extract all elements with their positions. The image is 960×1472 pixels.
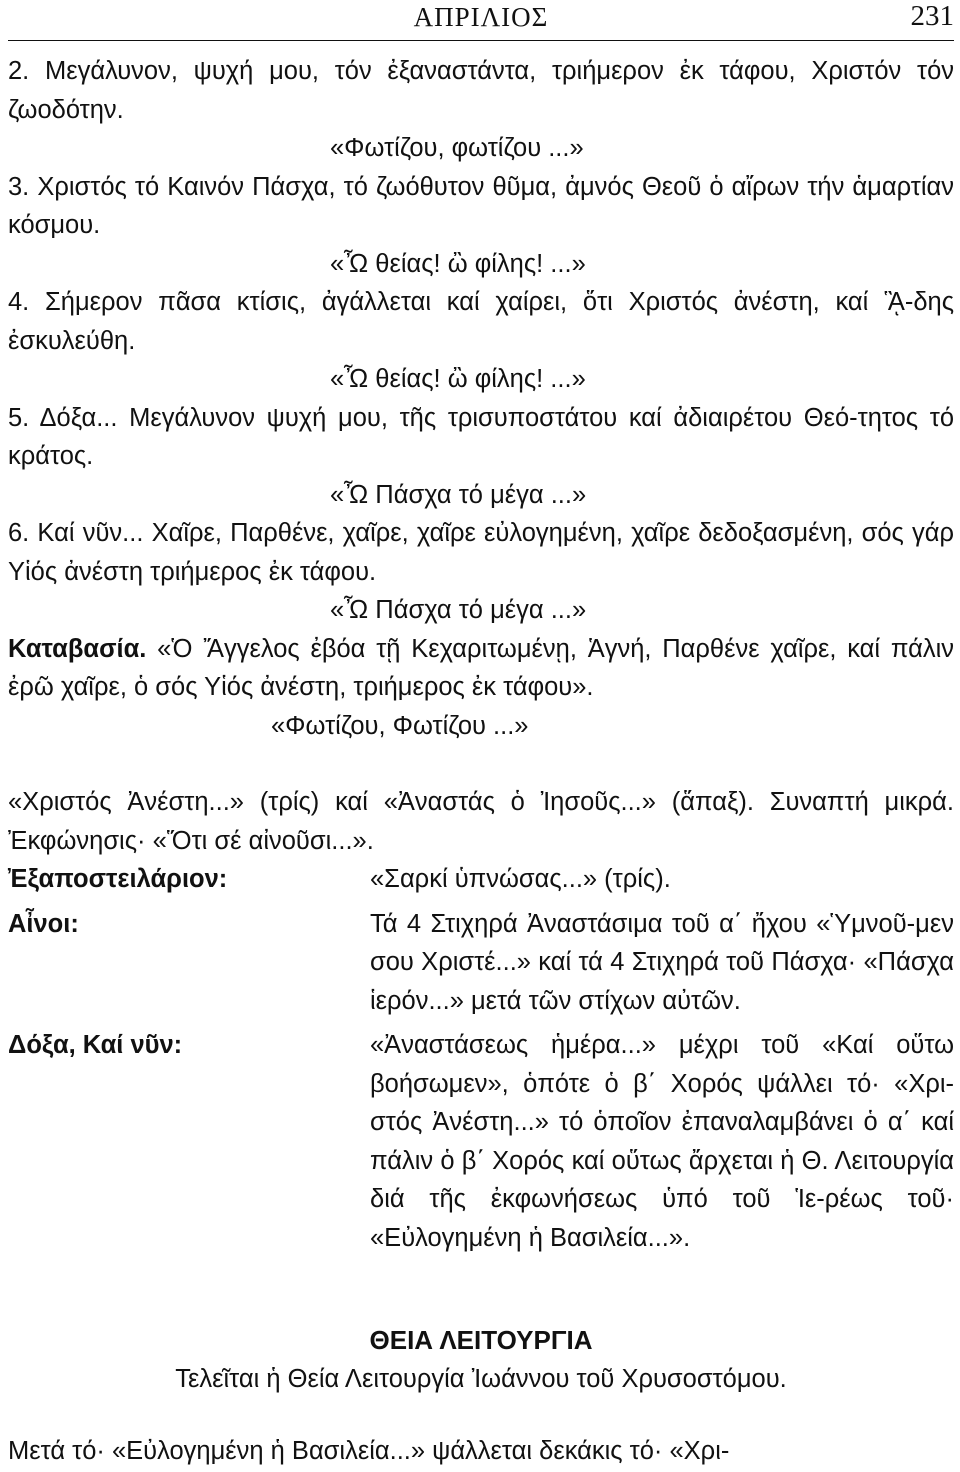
ode-verse-3: 3. Χριστός τό Καινόν Πάσχα, τό ζωόθυτον θῦμα, ἀμνός Θεοῦ ὁ αἴρων τήν ἁμαρτίαν κόσμου. — [8, 172, 954, 239]
refrain: «Ὦ Πάσχα τό μέγα ...» — [330, 480, 587, 509]
refrain: «Φωτίζου, Φωτίζου ...» — [271, 711, 529, 740]
ode-verse-5: 5. Δόξα... Μεγάλυνον ψυχή μου, τῆς τρισυποστάτου καί ἀδιαιρέτου Θεό-τητος τό κράτος. — [8, 403, 954, 470]
schedule-label: Αἶνοι: — [8, 909, 79, 938]
refrain: «Ὦ Πάσχα τό μέγα ...» — [330, 596, 587, 624]
schedule-row-exaposteilarion — [8, 860, 954, 899]
schedule-value: «Ἀναστάσεως ἡμέρα...» μέχρι τοῦ «Καί οὕτω βοήσωμεν», ὁπότε ὁ β΄ Χορός ψάλλει τό· «Χρι-στός Ἀνέστη...» τό ὁποῖον ἐπαναλαμβάνει ὁ α΄ καί πάλιν ὁ β΄ Χορός καί οὕτως ἄρχεται ἡ Θ. Λειτουργία διά τῆς ἐκφωνήσεως ὑπό τοῦ Ἱε-ρέως τοῦ· «Εὐλογημένη ἡ Βασιλεία...». — [370, 1031, 954, 1252]
katavasia — [8, 630, 954, 707]
schedule-label: Δόξα, Καί νῦν: — [8, 1031, 183, 1059]
ode-verse-6: 6. Καί νῦν... Χαῖρε, Παρθένε, χαῖρε, χαῖρε εὐλογημένη, χαῖρε δεδοξασμένη, σός γάρ Υἱός ἀνέστη τριήμερος ἐκ τάφου. — [8, 519, 954, 586]
running-head: ΑΠΡΙΛΙΟΣ — [413, 2, 549, 32]
section-title: ΘΕΙΑ ΛΕΙΤΟΥΡΓΙΑ — [369, 1325, 593, 1355]
refrain: «Φωτίζου, φωτίζου ...» — [330, 134, 584, 162]
schedule-row-ainoi — [8, 905, 954, 1021]
schedule-row-doxa-kai-nyn — [8, 1026, 954, 1257]
refrain: «Ὦ θείας! ὢ φίλης! ...» — [330, 249, 586, 278]
ode-verse-4: 4. Σήμερον πᾶσα κτίσις, ἀγάλλεται καί χαίρει, ὅτι Χριστός ἀνέστη, καί ᾋ-δης ἐσκυλεύθη. — [8, 288, 954, 355]
section-subtitle: Τελεῖται ἡ Θεία Λειτουργία Ἰωάννου τοῦ Χρυσοστόμου. — [175, 1364, 787, 1393]
header-rule — [8, 40, 954, 41]
schedule-value: «Σαρκί ὑπνώσας...» (τρίς). — [370, 865, 671, 893]
katavasia-label: Καταβασία. — [8, 634, 147, 663]
body-text — [8, 52, 954, 1471]
schedule-value: Τά 4 Στιχηρά Ἀναστάσιμα τοῦ α΄ ἤχου «Ὑμνοῦ-μεν σου Χριστέ...» καί τά 4 Στιχηρά τοῦ Πάσχα· «Πάσχα ἱερόν...» μετά τῶν στίχων αὐτῶν. — [370, 909, 954, 1015]
refrain: «Ὦ θείας! ὢ φίλης! ...» — [330, 365, 586, 393]
katavasia-text: «Ὁ Ἄγγελος ἐβόα τῇ Κεχαριτωμένῃ, Ἁγνή, Παρθένε χαῖρε, καί πάλιν ἐρῶ χαῖρε, ὁ σός Υἱός ἀνέστη, τριήμερος ἐκ τάφου». — [8, 634, 954, 701]
christos-anesti-paragraph: «Χριστός Ἀνέστη...» (τρίς) καί «Ἀναστάς ὁ Ἰησοῦς...» (ἅπαξ). Συναπτή μικρά. Ἐκφώνησις· «Ὅτι σέ αἰνοῦσι...». — [8, 788, 954, 855]
ode-verse-2: 2. Μεγάλυνον, ψυχή μου, τόν ἐξαναστάντα, τριήμερον ἐκ τάφου, Χριστόν τόν ζωοδότην. — [8, 57, 954, 124]
schedule-label: Ἐξαποστειλάριον: — [8, 865, 228, 893]
liturgy-paragraph: Μετά τό· «Εὐλογημένη ἡ Βασιλεία...» ψάλλεται δεκάκις τό· «Χρι- — [8, 1437, 730, 1465]
page-number: 231 — [910, 0, 954, 32]
page-header — [8, 0, 954, 40]
